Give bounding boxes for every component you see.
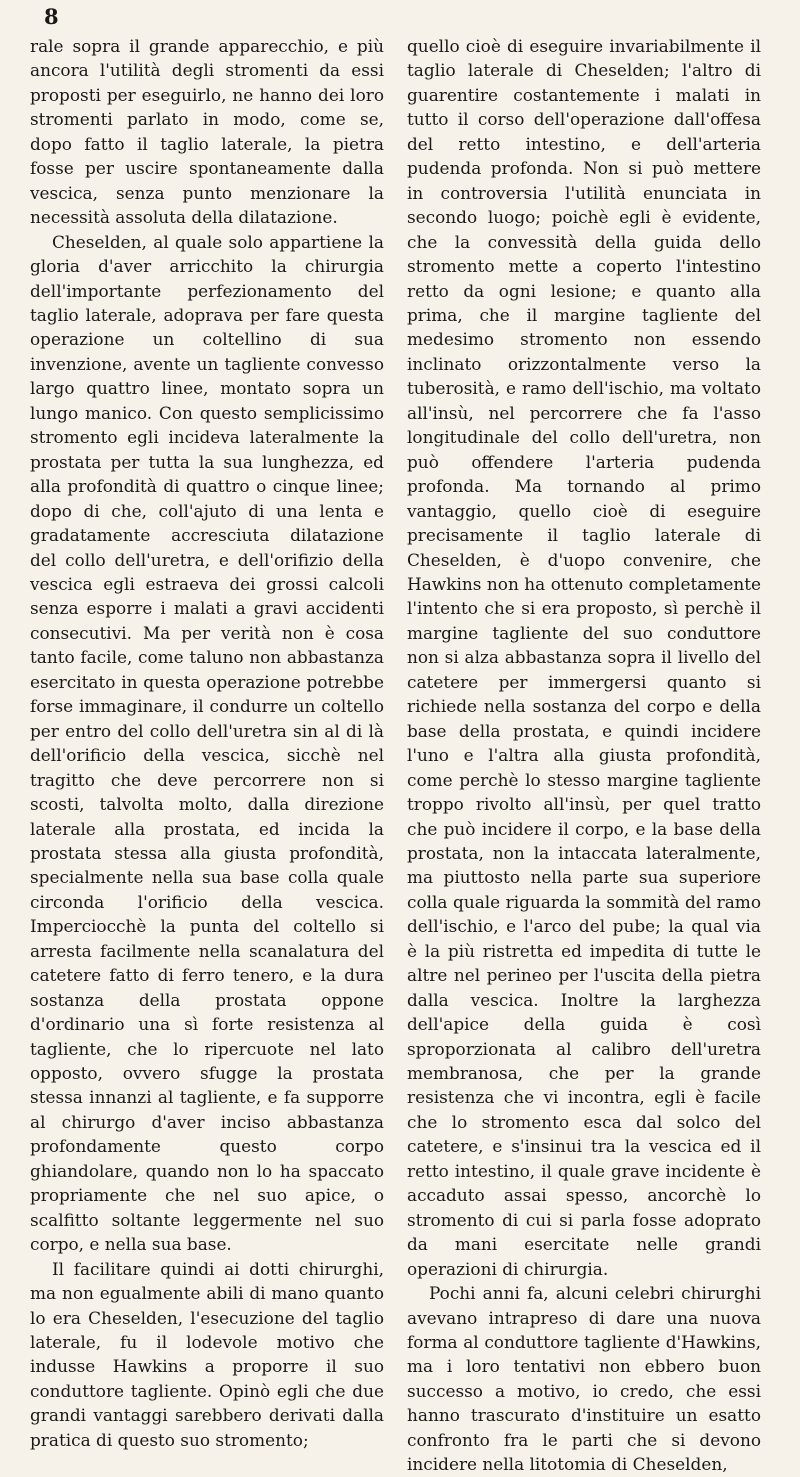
paragraph: Il facilitare quindi ai dotti chirurghi, ma non egualmente abili di mano quanto lo era Cheselden, l'esecuzione del taglio laterale, fu il lodevole motivo che indusse Hawkins a proporre il suo conduttore tagliente. Opinò egli che due grandi vantaggi sarebbero derivati dalla pratica di questo suo stromento; xyxy=(30,1258,384,1450)
page-number: 8 xyxy=(44,4,59,29)
paragraph: rale sopra il grande apparecchio, e più ancora l'utilità degli stromenti da essi proposti per eseguirlo, ne hanno dei loro stromenti parlato in modo, come se, dopo fatto il taglio laterale, la pietra fosse per uscire spontaneamente dalla vescica, senza punto menzionare la necessità assoluta della dilatazione. xyxy=(30,36,384,228)
paragraph: Cheselden, al quale solo appartiene la gloria d'aver arricchito la chirurgia dell'importante perfezionamento del taglio laterale, adoprava per fare questa operazione un coltellino di sua invenzione, avente un tagliente convesso largo quattro linee, montato sopra un lungo manico. Con questo semplicissimo stromento egli incideva lateralmente la prostata per tutta la sua lunghezza, ed alla profondità di quattro o cinque linee; dopo di che, coll'ajuto di una lenta e gradatamente accresciuta dilatazione del collo dell'uretra, e dell'orifizio della vescica egli estraeva dei grossi calcoli senza esporre i malati a gravi accidenti consecutivi. Ma per verità non è cosa tanto facile, come taluno non abbastanza esercitato in questa operazione potrebbe forse immaginare, il condurre un coltello per entro del collo dell'uretra sin al di là dell'orificio della vescica, sicchè nel tragitto che deve percorrere non si scosti, talvolta molto, dalla direzione laterale alla prostata, ed incida la prostata stessa alla giusta profondità, specialmente nella sua base colla quale circonda l'orificio della vescica. Imperciocchè la punta del coltello si arresta facilmente nella scanalatura del catetere fatto di ferro tenero, e la dura sostanza della prostata oppone d'ordinario una sì forte resistenza al tagliente, che lo ripercuote nel lato opposto, ovvero sfugge la prostata stessa innanzi al tagliente, e fa supporre al chirurgo d'aver inciso abbastanza profondamente questo corpo ghiandolare, quando non lo ha spaccato propriamente che nel suo apice, o scalfitto soltante leggermente nel suo corpo, e nella sua base. xyxy=(30,231,384,1255)
paragraph: quello cioè di eseguire invariabilmente il taglio laterale di Cheselden; l'altro di guarentire costantemente i malati in tutto il corso dell'operazione dall'offesa del retto intestino, e dell'arteria pudenda profonda. Non si può mettere in controversia l'utilità enunciata in secondo luogo; poichè egli è evidente, che la convessità della guida dello stromento mette a coperto l'intestino retto da ogni lesione; e quanto alla prima, che il margine tagliente del medesimo stromento non essendo inclinato orizzontalmente verso la tuberosità, e ramo dell'ischio, ma voltato all'insù, nel percorrere che fa l'asso longitudinale del collo dell'uretra, non può offendere l'arteria pudenda profonda. Ma tornando al primo vantaggio, quello cioè di eseguire precisamente il taglio laterale di Cheselden, è d'uopo convenire, che Hawkins non ha ottenuto completamente l'intento che si era proposto, sì perchè il margine tagliente del suo conduttore non si alza abbastanza sopra il livello del catetere per immergersi quanto si richiede nella sostanza del corpo e della base della prostata, e quindi incidere l'uno e l'altra alla giusta profondità, come perchè lo stesso margine tagliente troppo rivolto all'insù, per quel tratto che può incidere il corpo, e la base della prostata, non la intaccata lateralmente, ma piuttosto nella parte sua superiore colla quale riguarda la sommità del ramo dell'ischio, e l'arco del pube; la qual via è la più ristretta ed impedita di tutte le altre nel perineo per l'uscita della pietra dalla vescica. Inoltre la larghezza dell'apice della guida è così sproporzionata al calibro dell'uretra membranosa, che per la grande resistenza che vi incontra, egli è facile che lo stromento esca dal solco del catetere, e s'insinui tra la vescica ed il retto intestino, il quale grave incidente è accaduto assai spesso, ancorchè lo stromento di cui si parla fosse adoprato da mani esercitate nelle grandi operazioni di chirurgia. xyxy=(407,36,761,1279)
left-column xyxy=(30,34,384,1452)
paragraph: Pochi anni fa, alcuni celebri chirurghi avevano intrapreso di dare una nuova forma al conduttore tagliente d'Hawkins, ma i loro tentativi non ebbero buon successo a motivo, io credo, che essi hanno trascurato d'instituire un esatto confronto fra le parti che si devono incidere nella litotomia di Cheselden, xyxy=(407,1283,761,1475)
right-column xyxy=(407,34,761,1477)
